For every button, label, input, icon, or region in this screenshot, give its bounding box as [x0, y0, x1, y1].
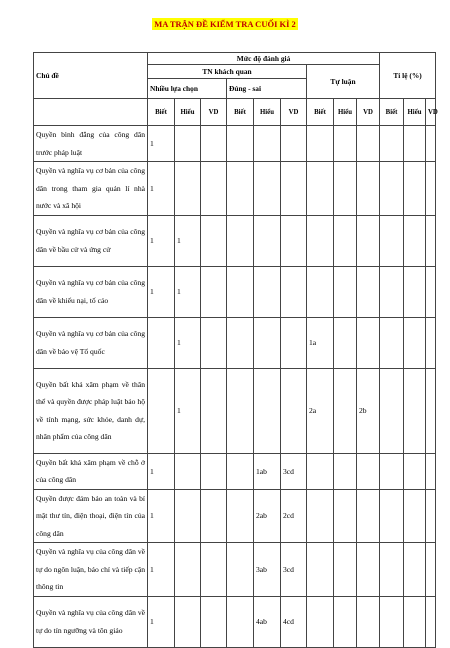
matrix-cell [254, 368, 281, 453]
matrix-cell: 1 [148, 266, 175, 317]
matrix-cell [334, 489, 357, 543]
matrix-cell [227, 453, 254, 489]
matrix-cell [426, 126, 436, 162]
matrix-cell [357, 453, 380, 489]
matrix-cell [426, 489, 436, 543]
matrix-cell: 2cd [281, 489, 307, 543]
matrix-cell [404, 453, 426, 489]
column-header: Hiểu [404, 99, 426, 126]
matrix-cell [380, 215, 404, 266]
matrix-cell [281, 368, 307, 453]
matrix-cell [357, 126, 380, 162]
column-header: Hiểu [334, 99, 357, 126]
matrix-cell [380, 266, 404, 317]
matrix-cell [148, 368, 175, 453]
matrix-cell [281, 317, 307, 368]
matrix-cell: 1 [175, 317, 201, 368]
matrix-cell [227, 215, 254, 266]
matrix-cell [357, 266, 380, 317]
matrix-cell [357, 543, 380, 597]
table-row [34, 368, 436, 453]
matrix-cell [426, 317, 436, 368]
matrix-cell: 1 [148, 162, 175, 216]
matrix-cell [175, 126, 201, 162]
matrix-cell [334, 453, 357, 489]
column-header: VD [426, 99, 436, 126]
matrix-cell [357, 162, 380, 216]
matrix-cell [254, 126, 281, 162]
matrix-cell [334, 543, 357, 597]
matrix-cell [426, 453, 436, 489]
column-header: Biết [307, 99, 334, 126]
matrix-cell [307, 453, 334, 489]
matrix-cell [380, 453, 404, 489]
matrix-cell [404, 596, 426, 647]
matrix-cell: 1 [148, 126, 175, 162]
matrix-cell [281, 162, 307, 216]
column-header: VD [357, 99, 380, 126]
matrix-cell: 3cd [281, 453, 307, 489]
topic-cell: Quyền bất khả xâm phạm về thân thể và quyền được pháp luật bảo hộ về tính mạng, sức khỏe, danh dự, nhân phẩm của công dân [34, 368, 148, 453]
matrix-cell: 1 [175, 368, 201, 453]
matrix-cell [334, 368, 357, 453]
matrix-cell [227, 543, 254, 597]
matrix-cell [227, 596, 254, 647]
matrix-cell [380, 126, 404, 162]
matrix-cell [357, 317, 380, 368]
table-row [34, 126, 436, 162]
column-header: Biết [148, 99, 175, 126]
topic-cell: Quyền và nghĩa vụ cơ bản của công dân về bầu cử và ứng cử [34, 215, 148, 266]
topic-cell: Quyền và nghĩa vụ của công dân về tự do tín ngưỡng và tôn giáo [34, 596, 148, 647]
matrix-cell [201, 317, 227, 368]
matrix-cell [281, 126, 307, 162]
header-true-false: Đúng - sai [227, 79, 307, 99]
matrix-cell [426, 368, 436, 453]
header-objective: TN khách quan [148, 65, 307, 79]
topic-cell: Quyền và nghĩa vụ cơ bản của công dân về bảo vệ Tổ quốc [34, 317, 148, 368]
matrix-cell [404, 489, 426, 543]
matrix-cell [380, 368, 404, 453]
matrix-cell [307, 596, 334, 647]
matrix-cell [426, 543, 436, 597]
matrix-cell [254, 215, 281, 266]
matrix-cell [148, 317, 175, 368]
topic-cell: Quyền bất khả xâm phạm về chỗ ở của công dân [34, 453, 148, 489]
matrix-cell: 1 [148, 215, 175, 266]
matrix-cell: 3cd [281, 543, 307, 597]
table-row [34, 543, 436, 597]
matrix-cell [175, 489, 201, 543]
matrix-cell [334, 596, 357, 647]
matrix-cell [227, 266, 254, 317]
matrix-cell [201, 215, 227, 266]
matrix-cell [380, 489, 404, 543]
topic-cell: Quyền được đảm bảo an toàn và bí mật thư tín, điện thoại, điện tín của công dân [34, 489, 148, 543]
matrix-cell [380, 162, 404, 216]
matrix-cell [281, 215, 307, 266]
matrix-cell [426, 266, 436, 317]
matrix-cell [201, 489, 227, 543]
matrix-cell: 1 [148, 489, 175, 543]
matrix-cell: 1a [307, 317, 334, 368]
matrix-cell [227, 489, 254, 543]
matrix-cell [254, 162, 281, 216]
matrix-cell [380, 543, 404, 597]
matrix-cell [254, 317, 281, 368]
header-topic: Chủ đề [34, 53, 148, 99]
matrix-cell [404, 126, 426, 162]
header-ratio: Tỉ lệ (%) [380, 53, 436, 99]
matrix-cell [201, 126, 227, 162]
matrix-cell [201, 543, 227, 597]
matrix-cell [227, 317, 254, 368]
matrix-cell [404, 368, 426, 453]
title-text: MA TRẬN ĐỀ KIỂM TRA CUỐI KÌ 2 [154, 19, 296, 29]
matrix-cell [404, 266, 426, 317]
matrix-cell [201, 266, 227, 317]
matrix-cell: 1 [148, 453, 175, 489]
document-title [0, 14, 450, 32]
matrix-cell [175, 596, 201, 647]
matrix-cell [227, 368, 254, 453]
matrix-cell [307, 126, 334, 162]
matrix-cell [227, 126, 254, 162]
matrix-cell [281, 266, 307, 317]
matrix-cell [404, 317, 426, 368]
column-header: VD [201, 99, 227, 126]
matrix-cell: 1 [148, 543, 175, 597]
assessment-matrix-table [33, 52, 436, 648]
matrix-cell [334, 266, 357, 317]
matrix-cell [201, 162, 227, 216]
matrix-cell: 1ab [254, 453, 281, 489]
matrix-cell [357, 596, 380, 647]
header-multiple-choice: Nhiều lựa chọn [148, 79, 227, 99]
matrix-cell: 3ab [254, 543, 281, 597]
column-header: Biết [227, 99, 254, 126]
header-topic-blank [34, 99, 148, 126]
table-row [34, 162, 436, 216]
matrix-cell [404, 162, 426, 216]
topic-cell: Quyền và nghĩa vụ cơ bản của công dân về khiếu nại, tố cáo [34, 266, 148, 317]
column-header: Hiểu [175, 99, 201, 126]
matrix-cell: 1 [148, 596, 175, 647]
matrix-cell [357, 215, 380, 266]
matrix-cell [175, 162, 201, 216]
table-row [34, 489, 436, 543]
topic-cell: Quyền và nghĩa vụ của công dân về tự do ngôn luận, báo chí và tiếp cận thông tin [34, 543, 148, 597]
matrix-cell: 4cd [281, 596, 307, 647]
matrix-cell [175, 453, 201, 489]
column-header: VD [281, 99, 307, 126]
topic-cell: Quyền và nghĩa vụ cơ bản của công dân trong tham gia quản lí nhà nước và xã hội [34, 162, 148, 216]
matrix-cell [357, 489, 380, 543]
matrix-cell: 4ab [254, 596, 281, 647]
column-header: Biết [380, 99, 404, 126]
matrix-cell: 1 [175, 266, 201, 317]
matrix-cell [307, 162, 334, 216]
matrix-cell: 2ab [254, 489, 281, 543]
table-row [34, 317, 436, 368]
matrix-cell [334, 215, 357, 266]
matrix-cell: 2b [357, 368, 380, 453]
matrix-cell [201, 368, 227, 453]
matrix-cell [426, 596, 436, 647]
matrix-cell [307, 489, 334, 543]
table-row [34, 266, 436, 317]
matrix-cell [426, 215, 436, 266]
matrix-cell [307, 543, 334, 597]
header-level: Mức độ đánh giá [148, 53, 380, 65]
matrix-cell [404, 543, 426, 597]
topic-cell: Quyền bình đẳng của công dân trước pháp luật [34, 126, 148, 162]
column-header: Hiểu [254, 99, 281, 126]
matrix-cell: 1 [175, 215, 201, 266]
matrix-cell [334, 317, 357, 368]
matrix-cell [426, 162, 436, 216]
matrix-cell [380, 596, 404, 647]
matrix-cell: 2a [307, 368, 334, 453]
matrix-cell [380, 317, 404, 368]
matrix-cell [307, 266, 334, 317]
matrix-cell [334, 162, 357, 216]
matrix-cell [254, 266, 281, 317]
matrix-cell [334, 126, 357, 162]
matrix-cell [307, 215, 334, 266]
table-row [34, 453, 436, 489]
header-essay: Tự luận [307, 65, 380, 99]
matrix-cell [201, 596, 227, 647]
matrix-cell [404, 215, 426, 266]
matrix-cell [227, 162, 254, 216]
table-row [34, 596, 436, 647]
matrix-cell [175, 543, 201, 597]
table-row [34, 215, 436, 266]
matrix-cell [201, 453, 227, 489]
